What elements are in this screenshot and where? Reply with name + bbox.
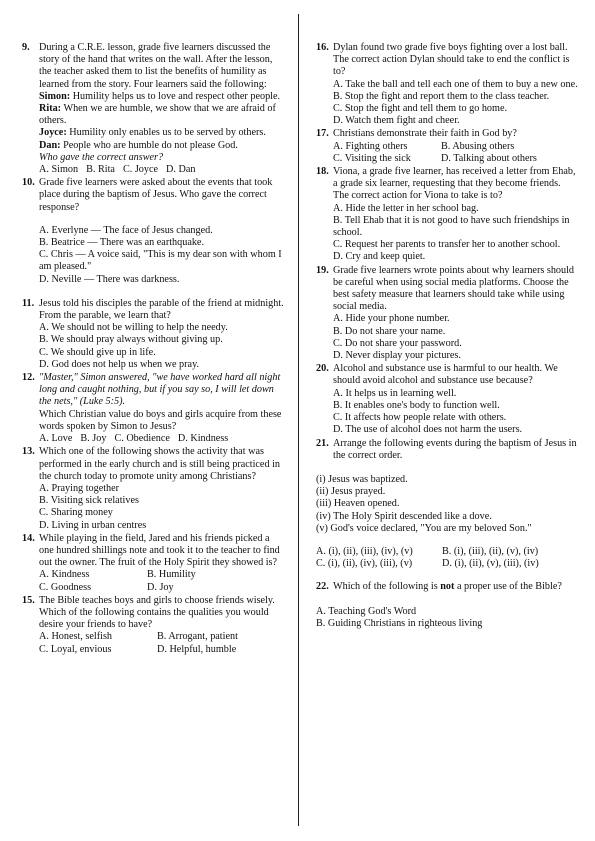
option-d[interactable]: D. Talking about others bbox=[441, 152, 537, 164]
options-grid bbox=[39, 631, 284, 655]
option-c[interactable]: C. It affects how people relate with others. bbox=[333, 412, 507, 424]
question-stem: Dylan found two grade five boys fighting over a lost ball. The correct action Dylan should take to end the conflict is to? bbox=[333, 42, 570, 78]
option-a[interactable]: A. (i), (ii), (iii), (iv), (v) bbox=[316, 545, 413, 557]
options-grid bbox=[333, 141, 578, 165]
option-b[interactable]: B. Do not share your name. bbox=[333, 325, 446, 337]
option-b[interactable]: B. Rita bbox=[86, 164, 115, 176]
question-number: 15. bbox=[22, 594, 35, 606]
options-grid bbox=[39, 569, 284, 593]
question-number: 20. bbox=[316, 363, 329, 375]
question-15 bbox=[22, 595, 284, 656]
option-a[interactable]: A. Honest, selfish bbox=[39, 631, 113, 643]
option-d[interactable]: D. God does not help us when we pray. bbox=[39, 358, 200, 370]
question-stem: Arrange the following events during the baptism of Jesus in the correct order. bbox=[333, 437, 577, 461]
statement-text: People who are humble do not please God. bbox=[63, 139, 238, 151]
option-a[interactable]: A. Hide the letter in her school bag. bbox=[333, 202, 479, 214]
question-stem: The Bible teaches boys and girls to choose friends wisely. Which of the following contains the qualities you would desire your friends to have? bbox=[39, 594, 275, 631]
option-d[interactable]: D. Joy bbox=[147, 581, 174, 593]
right-column bbox=[316, 42, 578, 630]
option-d[interactable]: D. Watch them fight and cheer. bbox=[333, 115, 460, 127]
question-stem: While playing in the field, Jared and his friends picked a one hundred shillings note and took it to the teacher to find out the owner. The fruit of the Holy Spirit they showed is? bbox=[39, 532, 280, 569]
question-stem: Alcohol and substance use is harmful to our health. We should avoid alcohol and substance use because? bbox=[333, 363, 558, 387]
option-d[interactable]: D. Never display your pictures. bbox=[333, 350, 461, 362]
option-c[interactable]: C. Visiting the sick bbox=[333, 152, 411, 164]
question-number: 22. bbox=[316, 581, 329, 593]
question-number: 19. bbox=[316, 264, 329, 276]
column-divider bbox=[298, 14, 299, 826]
learner-name: Joyce: bbox=[39, 127, 67, 139]
question-stem: During a C.R.E. lesson, grade five learners discussed the story of the hand that writes on the wall. After the lesson, the teacher asked them to list the benefits of humility as learned from the story. Four learners said the following: bbox=[39, 42, 273, 90]
option-a[interactable]: A. It helps us in learning well. bbox=[333, 387, 457, 399]
option-c[interactable]: C. We should give up in life. bbox=[39, 346, 156, 358]
question-stem: Viona, a grade five learner, has received a letter from Ehab, a grade six learner, requesting that they become friends. The correct action for Viona to take is to? bbox=[333, 166, 576, 202]
question-number: 18. bbox=[316, 166, 329, 178]
stem-emphasis: not bbox=[440, 581, 455, 593]
statement-text: Humility helps us to love and respect other people. bbox=[72, 90, 281, 102]
options-grid bbox=[316, 546, 578, 570]
option-a[interactable]: A. Everlyne — The face of Jesus changed. bbox=[39, 224, 213, 236]
option-b[interactable]: B. Beatrice — There was an earthquake. bbox=[39, 237, 205, 249]
option-c[interactable]: C. Loyal, envious bbox=[39, 643, 112, 655]
options-row bbox=[39, 433, 284, 445]
option-b[interactable]: B. Guiding Christians in righteous living bbox=[316, 617, 483, 629]
option-b[interactable]: B. We should pray always without giving up. bbox=[39, 334, 223, 346]
question-number: 10. bbox=[22, 177, 35, 189]
question-21 bbox=[316, 438, 578, 462]
scripture-quote: "Master," Simon answered, "we have worked hard all night long and caught nothing, but if you say so, I will let down the nets," (Luke 5:5). bbox=[39, 372, 281, 408]
question-number: 14. bbox=[22, 532, 35, 544]
option-d[interactable]: D. Living in urban centres bbox=[39, 519, 147, 531]
question-number: 11. bbox=[22, 297, 35, 309]
question-number: 12. bbox=[22, 372, 35, 384]
learner-name: Simon: bbox=[39, 90, 71, 102]
question-stem: Grade five learners were asked about the events that took place during the baptism of Jesus. Who gave the correct response? bbox=[39, 177, 273, 213]
stem-text: Which of the following is bbox=[333, 581, 441, 593]
question-number: 13. bbox=[22, 446, 35, 458]
option-c[interactable]: C. Sharing money bbox=[39, 507, 113, 519]
question-stem: Grade five learners wrote points about why learners should be careful when using social media platforms. Choose the best safety measure that learners should take while using social media. bbox=[333, 264, 575, 313]
option-d[interactable]: D. Neville — There was darkness. bbox=[39, 273, 180, 285]
option-a[interactable]: A. Kindness bbox=[39, 569, 90, 581]
statement-text: When we are humble, we show that we are afraid of others. bbox=[39, 103, 276, 127]
question-prompt: Who gave the correct answer? bbox=[39, 151, 164, 163]
question-18 bbox=[316, 166, 578, 264]
question-14 bbox=[22, 533, 284, 594]
question-11 bbox=[22, 298, 284, 371]
question-17 bbox=[316, 128, 578, 165]
question-number: 21. bbox=[316, 437, 329, 449]
event-item: (ii) Jesus prayed. bbox=[316, 486, 386, 498]
option-c[interactable]: C. Obedience bbox=[114, 433, 170, 445]
option-c[interactable]: C. Goodness bbox=[39, 581, 92, 593]
option-a[interactable]: A. Praying together bbox=[39, 482, 120, 494]
question-20 bbox=[316, 363, 578, 436]
question-16 bbox=[316, 42, 578, 127]
option-c[interactable]: C. Joyce bbox=[122, 164, 159, 176]
option-a[interactable]: A. Simon bbox=[39, 164, 79, 176]
option-c[interactable]: C. Request her parents to transfer her to another school. bbox=[333, 239, 561, 251]
stem-text: a proper use of the Bible? bbox=[454, 581, 562, 593]
question-12 bbox=[22, 372, 284, 445]
event-item: (i) Jesus was baptized. bbox=[316, 473, 408, 485]
learner-name: Rita: bbox=[39, 103, 62, 115]
option-b[interactable]: B. (i), (iii), (ii), (v), (iv) bbox=[442, 545, 539, 557]
option-a[interactable]: A. Hide your phone number. bbox=[333, 313, 450, 325]
learner-statement bbox=[39, 91, 284, 103]
option-b[interactable]: B. Tell Ehab that it is not good to have such friendships in school. bbox=[333, 214, 570, 239]
option-b[interactable]: B. Arrogant, patient bbox=[157, 631, 238, 643]
option-b[interactable]: B. Joy bbox=[80, 433, 107, 445]
event-item: (iii) Heaven opened. bbox=[316, 498, 400, 510]
option-d[interactable]: D. (i), (ii), (v), (iii), (iv) bbox=[442, 558, 539, 570]
option-d[interactable]: D. Helpful, humble bbox=[157, 643, 237, 655]
learner-name: Dan: bbox=[39, 139, 61, 151]
option-c[interactable]: C. Chris — A voice said, "This is my dear son with whom I am pleased." bbox=[39, 249, 282, 273]
option-c[interactable]: C. Do not share your password. bbox=[333, 337, 462, 349]
question-9 bbox=[22, 42, 284, 176]
option-b[interactable]: B. Stop the fight and report them to the class teacher. bbox=[333, 90, 550, 102]
question-22 bbox=[316, 581, 578, 593]
question-13 bbox=[22, 446, 284, 531]
option-b[interactable]: B. It enables one's body to function well. bbox=[333, 399, 500, 411]
option-a[interactable]: A. We should not be willing to help the needy. bbox=[39, 322, 228, 334]
question-stem bbox=[333, 581, 578, 593]
question-number: 9. bbox=[22, 42, 30, 53]
question-19 bbox=[316, 265, 578, 363]
option-d[interactable]: D. The use of alcohol does not harm the users. bbox=[333, 424, 523, 436]
option-a[interactable]: A. Teaching God's Word bbox=[316, 605, 417, 617]
option-d[interactable]: D. Cry and keep quiet. bbox=[333, 251, 426, 263]
question-stem: Which one of the following shows the activity that was performed in the early church and is still being practiced in the church today to promote unity among Christians? bbox=[39, 446, 281, 482]
question-stem: Jesus told his disciples the parable of the friend at midnight. From the parable, we learn that? bbox=[39, 297, 284, 322]
option-d[interactable]: D. Kindness bbox=[177, 433, 229, 445]
options-row bbox=[39, 164, 284, 176]
question-stem: Christians demonstrate their faith in God by? bbox=[333, 128, 517, 140]
option-d[interactable]: D. Dan bbox=[166, 164, 196, 176]
option-b[interactable]: B. Abusing others bbox=[441, 140, 515, 152]
option-b[interactable]: B. Humility bbox=[147, 569, 196, 581]
learner-statement bbox=[39, 140, 284, 152]
statement-text: Humility only enables us to be served by others. bbox=[69, 127, 266, 139]
question-number: 17. bbox=[316, 128, 329, 140]
learner-statement bbox=[39, 103, 284, 127]
learner-statement bbox=[39, 127, 284, 139]
event-item: (v) God's voice declared, "You are my beloved Son." bbox=[316, 522, 532, 534]
option-c[interactable]: C. Stop the fight and tell them to go home. bbox=[333, 103, 508, 115]
left-column bbox=[22, 42, 284, 657]
option-c[interactable]: C. (i), (ii), (iv), (iii), (v) bbox=[316, 558, 413, 570]
option-b[interactable]: B. Visiting sick relatives bbox=[39, 495, 139, 507]
event-item: (iv) The Holy Spirit descended like a dove. bbox=[316, 510, 492, 522]
option-a[interactable]: A. Love bbox=[39, 433, 73, 445]
question-number: 16. bbox=[316, 42, 329, 53]
option-a[interactable]: A. Fighting others bbox=[333, 140, 408, 152]
question-stem: Which Christian value do boys and girls acquire from these words spoken by Simon to Jesus? bbox=[39, 408, 282, 432]
baptism-events-list bbox=[316, 474, 578, 535]
option-a[interactable]: A. Take the ball and tell each one of them to buy a new one. bbox=[333, 78, 578, 90]
question-10 bbox=[22, 177, 284, 286]
